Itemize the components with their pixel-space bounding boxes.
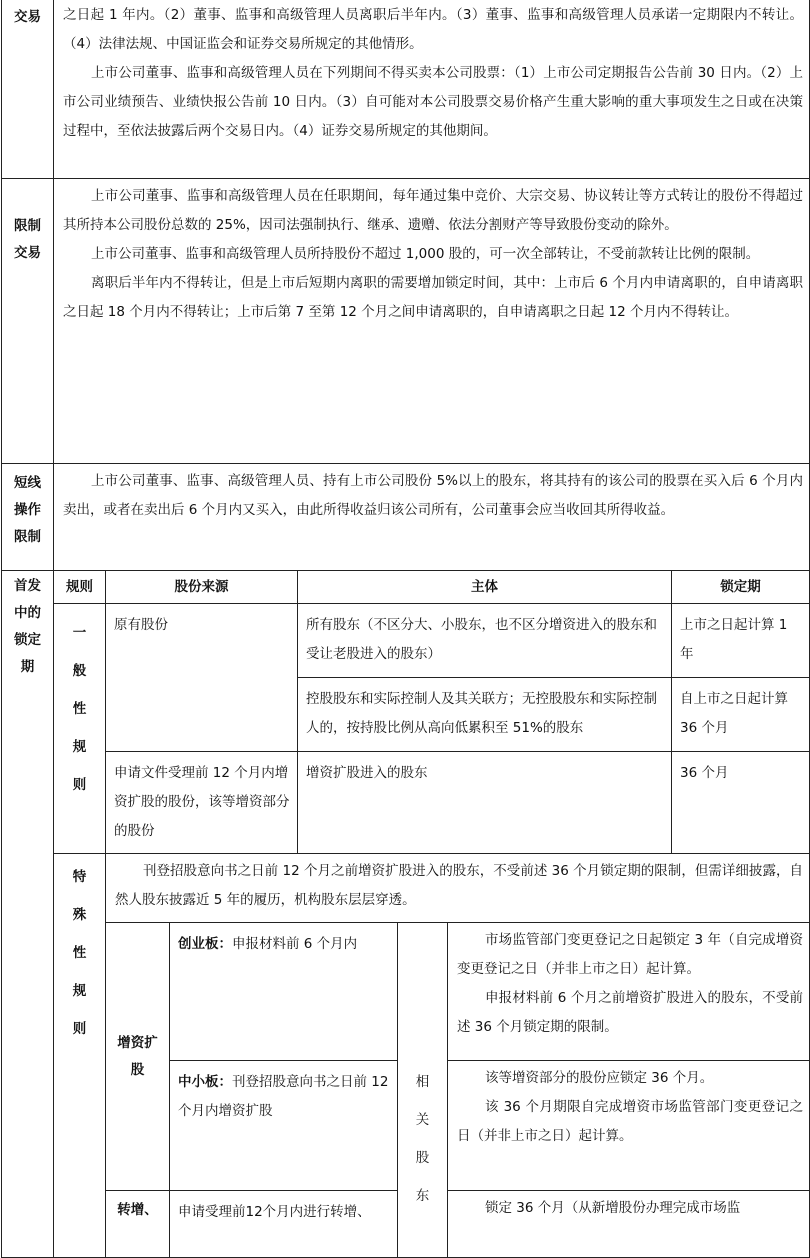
special-intro-text: 刊登招股意向书之日前 12 个月之前增资扩股进入的股东，不受前述 36 个月锁定期的限制，但需详细披露，自然人股东披露近 5 年的履历，机构股东层层穿透。 <box>115 863 803 908</box>
special-rule-char: 特 <box>72 869 87 885</box>
chinext-text: 申报材料前 6 个月内 <box>232 936 358 952</box>
general-row-1 <box>2 604 810 678</box>
regulation-table <box>1 0 810 1258</box>
chinext-paragraph: 申报材料前 6 个月之前增资扩股进入的股东，不受前述 36 个月锁定期的限制。 <box>457 990 803 1035</box>
restricted-label-line: 限制 <box>14 218 41 234</box>
chinext-paragraph: 市场监管部门变更登记之日起锁定 3 年（自完成增资变更登记之日（并非上市之日）起计算。 <box>457 932 803 977</box>
trading-row <box>2 0 810 179</box>
special-rule-char: 殊 <box>72 907 87 923</box>
short-swing-label <box>2 464 54 571</box>
general-rule-char: 则 <box>72 777 87 793</box>
lock-period-1y: 上市之日起计算 1 年 <box>672 604 810 678</box>
general-rule-char: 一 <box>72 625 87 641</box>
related-char: 相 <box>415 1074 430 1090</box>
ipo-lock-label-line: 期 <box>20 659 35 675</box>
trading-label: 交易 <box>2 0 54 179</box>
transfer-condition: 申请受理前12个月内进行转增、 <box>170 1191 398 1258</box>
header-source: 股份来源 <box>106 571 298 604</box>
restricted-label-line: 交易 <box>14 245 41 261</box>
special-rule-char: 规 <box>72 983 87 999</box>
short-swing-label-line: 限制 <box>14 529 41 545</box>
capital-increase-label-line: 股 <box>130 1061 145 1078</box>
sme-paragraph: 该 36 个月期限自完成增资市场监管部门变更登记之日（并非上市之日）起计算。 <box>457 1099 803 1144</box>
related-shareholders-label <box>398 923 448 1258</box>
capital-increase-label <box>106 923 170 1191</box>
ipo-lock-label-line: 首发 <box>14 578 41 594</box>
restricted-row <box>2 179 810 464</box>
chinext-title: 创业板： <box>178 936 232 952</box>
related-char: 东 <box>415 1188 430 1204</box>
chinext-period <box>448 923 810 1061</box>
header-period: 锁定期 <box>672 571 810 604</box>
original-shares: 原有股份 <box>106 604 298 752</box>
capital-increase-shareholders: 增资扩股进入的股东 <box>298 752 672 854</box>
sme-condition <box>170 1061 398 1191</box>
header-subject: 主体 <box>298 571 672 604</box>
general-rule-label <box>54 604 106 854</box>
general-row-3 <box>2 752 810 854</box>
transfer-period <box>448 1191 810 1258</box>
special-row-intro <box>2 854 810 923</box>
all-shareholders: 所有股东（不区分大、小股东，也不区分增资进入的股东和受让老股进入的股东） <box>298 604 672 678</box>
ipo-lock-label <box>2 571 54 1258</box>
trading-paragraph: 上市公司董事、监事和高级管理人员在下列期间不得买卖本公司股票：（1）上市公司定期报告公告前 30 日内。（2）上市公司业绩预告、业绩快报公告前 10 日内。（3）自可能对本公司股票交易价格产生重大影响的重大事项发生之日或在决策过程中，至依法披露后两个交易日内。（4）证券交易所规定的其他期间。 <box>63 65 803 139</box>
chinext-condition <box>170 923 398 1061</box>
chinext-row <box>2 923 810 1061</box>
capital-increase-shares: 申请文件受理前 12 个月内增资扩股的股份，该等增资部分的股份 <box>106 752 298 854</box>
trading-content <box>54 0 810 179</box>
general-rule-char: 规 <box>72 739 87 755</box>
general-rule-char: 性 <box>72 701 87 717</box>
short-swing-row <box>2 464 810 571</box>
sme-text: 刊登招股意向书之日前 12 个月内增资扩股 <box>178 1074 389 1119</box>
general-rule-char: 般 <box>72 663 87 679</box>
restricted-paragraph: 上市公司董事、监事和高级管理人员在任职期间，每年通过集中竞价、大宗交易、协议转让等方式转让的股份不得超过其所持本公司股份总数的 25%，因司法强制执行、继承、遗赠、依法分割财产等导致股份变动的除外。 <box>63 188 803 233</box>
restricted-label <box>2 179 54 464</box>
lock-period-36m-plain: 36 个月 <box>672 752 810 854</box>
restricted-paragraph: 上市公司董事、监事和高级管理人员所持股份不超过 1,000 股的，可一次全部转让，不受前款转让比例的限制。 <box>91 246 760 262</box>
special-rule-char: 性 <box>72 945 87 961</box>
short-swing-label-line: 操作 <box>14 502 41 518</box>
transfer-paragraph: 锁定 36 个月（从新增股份办理完成市场监 <box>485 1200 741 1216</box>
trading-paragraph: 之日起 1 年内。（2）董事、监事和高级管理人员离职后半年内。（3）董事、监事和高级管理人员承诺一定期限内不转让。（4）法律法规、中国证监会和证券交易所规定的其他情形。 <box>63 7 803 52</box>
sme-paragraph: 该等增资部分的股份应锁定 36 个月。 <box>485 1070 714 1086</box>
controlling-shareholders: 控股股东和实际控制人及其关联方；无控股股东和实际控制人的，按持股比例从高向低累积至 51%的股东 <box>298 678 672 752</box>
header-rule: 规则 <box>54 571 106 604</box>
ipo-header-row <box>2 571 810 604</box>
related-char: 关 <box>415 1112 430 1128</box>
lock-period-36m: 自上市之日起计算 36 个月 <box>672 678 810 752</box>
ipo-lock-label-line: 锁定 <box>14 632 41 648</box>
special-rule-char: 则 <box>72 1021 87 1037</box>
ipo-lock-label-line: 中的 <box>14 605 41 621</box>
sme-period <box>448 1061 810 1191</box>
capital-increase-label-line: 增资扩 <box>117 1034 158 1051</box>
short-swing-paragraph: 上市公司董事、监事、高级管理人员、持有上市公司股份 5%以上的股东，将其持有的该公司的股票在买入后 6 个月内卖出，或者在卖出后 6 个月内又买入，由此所得收益归该公司所有，公司董事会应当收回其所得收益。 <box>63 473 803 518</box>
transfer-label: 转增、 <box>106 1191 170 1258</box>
sme-title: 中小板： <box>178 1074 232 1090</box>
short-swing-label-line: 短线 <box>14 475 41 491</box>
related-char: 股 <box>415 1150 430 1166</box>
short-swing-content <box>54 464 810 571</box>
special-rule-label <box>54 854 106 1258</box>
restricted-content <box>54 179 810 464</box>
special-intro <box>106 854 810 923</box>
restricted-paragraph: 离职后半年内不得转让，但是上市后短期内离职的需要增加锁定时间，其中：上市后 6 个月内申请离职的，自申请离职之日起 18 个月内不得转让；上市后第 7 至第 12 个月之间申请离职的，自申请离职之日起 12 个月内不得转让。 <box>63 275 803 320</box>
